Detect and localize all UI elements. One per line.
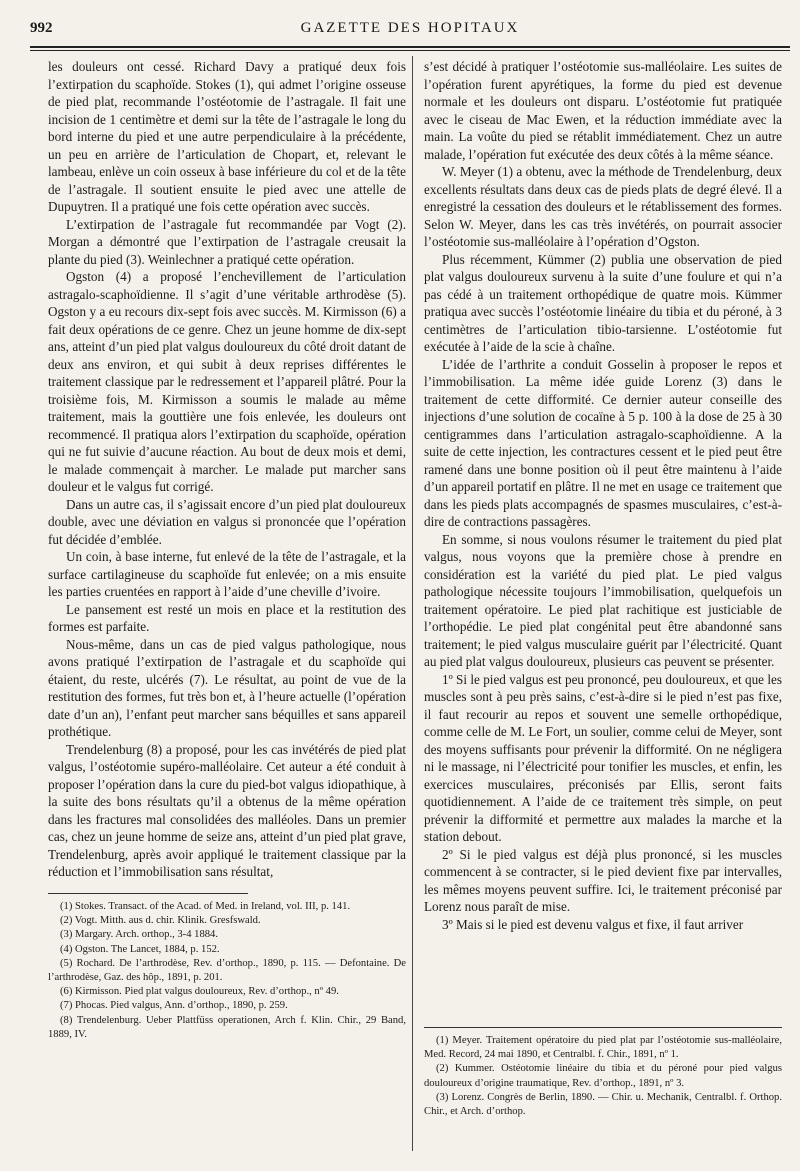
paragraph: Plus récemment, Kümmer (2) publia une observation de pied plat valgus douloureux survenu à la suite d’une foulure et qui n’a pas cédé à un traitement orthopédique de quatre mois. Kümmer pratiqua avec succès l’ostéotomie linéaire du tibia et du péroné, à 3 centimètres de l’articulation tibio-tarsienne. L’ostéotomie fut exécutée à l’aide de la scie à chaîne.: [424, 251, 782, 354]
footnote: (3) Margary. Arch. orthop., 3-4 1884.: [60, 929, 218, 941]
footnote: (8) Trendelenburg. Ueber Plattfüss operationen, Arch f. Klin. Chir., 29 Band, 1889, IV.: [48, 1014, 406, 1040]
header-rule: [30, 46, 790, 51]
right-column: [424, 58, 782, 933]
paragraph: Trendelenburg (8) a proposé, pour les cas invétérés de pied plat valgus, l’ostéotomie supéro-malléolaire. Cet auteur a été conduit à proposer l’opération dans la cure du pied-bot valgus idiopathique, à la suite des bons résultats qu’il a obtenus de la même opération dans les fractures mal consolidées des malléoles. Dans un premier cas, chez un jeune homme de seize ans, atteint d’un pied plat grave, Trendelenburg, après avoir appliqué le traitement classique par la réduction et l’immobilisation sans résultat,: [48, 741, 406, 879]
page-header: [30, 18, 790, 42]
footnote: (5) Rochard. De l’arthrodèse, Rev. d’orthop., 1890, p. 115. — Defontaine. De l’arthrodèse, Gaz. des hôp., 1891, p. 201.: [48, 957, 406, 984]
footnote: (7) Phocas. Pied valgus, Ann. d’orthop., 1890, p. 259.: [60, 1000, 288, 1012]
paragraph: Le pansement est resté un mois en place et la restitution des formes est parfaite.: [48, 601, 406, 634]
footnote: (3) Lorenz. Congrès de Berlin, 1890. — Chir. u. Mechanik, Centralbl. f. Orthop. Chir., et Arch. d’orthop.: [424, 1091, 782, 1118]
footnote: (2) Vogt. Mitth. aus d. chir. Klinik. Gresfswald.: [60, 915, 261, 927]
paragraph: Ogston (4) a proposé l’enchevillement de l’articulation astragalo-scaphoïdienne. Il s’agit d’une véritable arthrodèse (5). Ogston y a eu recours dix-sept fois avec succès. M. Kirmisson (6) a fait deux opérations de ce genre. Chez un jeune homme de dix-sept ans, atteint d’un pied plat valgus douloureux du côté droit datant de deux ans environ, et qui subit à deux reprises différentes le traitement classique par le redressement et l’appareil plâtré. Pour la troisième fois, M. Kirmisson a soumis le malade au même traitement, mais la gouttière une fois enlevée, les douleurs ont recommencé. Il pratiqua alors l’extirpation du scaphoïde, opération qui ne fut suivie d’aucune réaction. Au bout de deux mois et demi, le malade commençait à marcher. Le malade put marcher sans douleur et le valgus fut corrigé.: [48, 269, 406, 494]
footnote: (6) Kirmisson. Pied plat valgus douloureux, Rev. d’orthop., nº 49.: [60, 986, 339, 998]
paragraph: s’est décidé à pratiquer l’ostéotomie sus-malléolaire. Les suites de l’opération furent apyrétiques, la forme du pied est devenue normale et les douleurs ont disparu. L’ostéotomie fut pratiquée avec le ciseau de Mac Ewen, et la réduction immédiate avec la main. La voûte du pied se rétablit immédiatement. Chez un autre malade, l’opération fut exécutée des deux côtés à la même séance.: [424, 59, 782, 162]
paragraph: Un coin, à base interne, fut enlevé de la tête de l’astragale, et la surface cartilagineuse du scaphoïde fut enlevée; on a mis ensuite les parties cruentées en rapport à l’aide d’une cheville d’ivoire.: [48, 549, 406, 599]
paragraph: les douleurs ont cessé. Richard Davy a pratiqué deux fois l’extirpation du scaphoïde. Stokes (1), qui admet l’origine osseuse de pied plat, recommande l’ostéotomie de l’astragale. Il fait une incision de 1 centimètre et demi sur la tête de l’astragale le long du bord interne du pied et une autre perpendiculaire à la précédente, un peu en arrière de l’articulation de Chopart, et, relevant le lambeau, enlève un coin osseux à base inférieure du col et de la tête de l’astragale. Il soutient ensuite le pied avec une attelle de Dupuytren. Il a pratiqué une fois cette opération avec succès.: [48, 59, 406, 214]
left-footnotes: [48, 900, 406, 1042]
right-footnotes: [424, 1034, 782, 1119]
footnote: (1) Meyer. Traitement opératoire du pied plat par l’ostéotomie sus-malléolaire, Med. Record, 24 mai 1890, et Centralbl. f. Chir., 1891, nº 1.: [424, 1035, 782, 1061]
column-divider: [412, 56, 413, 1151]
paragraph: W. Meyer (1) a obtenu, avec la méthode de Trendelenburg, deux excellents résultats dans deux cas de pieds plats de degré élevé. Il a enregistré la cessation des douleurs et le rétablissement des formes. Selon W. Meyer, dans les cas très invétérés, on pourrait associer l’ostéotomie sus-malléolaire à l’opération d’Ogston.: [424, 164, 782, 249]
paragraph: L’extirpation de l’astragale fut recommandée par Vogt (2). Morgan a démontré que l’extirpation de l’astragale creusait la plante du pied (3). Weinlechner a pratiqué cette opération.: [48, 216, 406, 267]
paragraph: 1º Si le pied valgus est peu prononcé, peu douloureux, et que les muscles sont à peu près sains, c’est-à-dire si le pied n’est pas fixe, il faut recourir au repos et souvent une semelle orthopédique, comme celle de M. Le Fort, un soulier, comme celui de Meyer, sont des moyens suffisants pour prévenir la difformité. On ne négligera ni le massage, ni l’électricité pour tonifier les muscles, et enfin, les exercices musculaires, préconisés par Ellis, seront faits quotidiennement. A l’aide de ce traitement très simple, on peut prévenir la difformité et permettre aux malades la marche et la station debout.: [424, 671, 782, 844]
footnote-rule: [48, 893, 248, 894]
running-title: GAZETTE DES HOPITAUX: [300, 20, 520, 36]
paragraph: 2º Si le pied valgus est déjà plus prononcé, si les muscles commencent à se contracter, si le pied devient fixe par intervalles, les mêmes moyens peuvent suffire. Ici, le traitement préconisé par Lorenz nous paraît de mise.: [424, 846, 782, 914]
paragraph: L’idée de l’arthrite a conduit Gosselin à proposer le repos et l’immobilisation. La même idée guide Lorenz (3) dans le traitement de cette difformité. Ce dernier auteur conseille des injections d’une solution de cocaïne à 5 p. 100 à la dose de 25 à 30 centigrammes dans l’articulation astragalo-scaphoïdienne. A la suite de cette injection, les contractures cessent et le pied peut être ramené dans une bonne position où il peut être maintenu à l’aide d’un appareil portatif en plâtre. Il ne met en usage ce traitement que dans les pieds plats accompagnés de spasmes musculaires, c’est-à-dire de contractions passagères.: [424, 356, 782, 529]
paragraph: Nous-même, dans un cas de pied valgus pathologique, nous avons pratiqué l’extirpation de l’astragale et du scaphoïde qui étaient, du reste, ulcérés (7). Le résultat, au point de vue de la restitution des formes, fut très bon et, à l’heure actuelle (l’opération date d’un an), l’enfant peut marcher sans béquilles et sans appareil prothétique.: [48, 636, 406, 739]
left-column: [48, 58, 406, 881]
paragraph: Dans un autre cas, il s’agissait encore d’un pied plat douloureux double, avec une déviation en valgus si prononcée que l’opération fut décidée d’emblée.: [48, 496, 406, 547]
page-number: 992: [30, 20, 53, 36]
footnote-rule: [424, 1027, 782, 1028]
paragraph: En somme, si nous voulons résumer le traitement du pied plat valgus, nous voyons que la première chose à prendre en considération est la variété du pied plat. Le pied valgus pathologique nécessite toujours l’immobilisation, quelquefois un traitement opératoire. Le pied plat rachitique est justiciable de l’orthopédie. Le pied plat congénital peut être abandonné sans traitement; le pied valgus musculaire guérit par l’électricité. Quant au pied plat valgus douloureux, plusieurs cas peuvent se présenter.: [424, 531, 782, 669]
paragraph: 3º Mais si le pied est devenu valgus et fixe, il faut arriver: [442, 916, 744, 932]
footnote: (4) Ogston. The Lancet, 1884, p. 152.: [60, 943, 220, 955]
footnote: (1) Stokes. Transact. of the Acad. of Med. in Ireland, vol. III, p. 141.: [60, 901, 351, 912]
footnote: (2) Kummer. Ostéotomie linéaire du tibia et du péroné pour pied valgus douloureux d’origine traumatique, Rev. d’orthop., 1891, nº 3.: [424, 1063, 782, 1089]
